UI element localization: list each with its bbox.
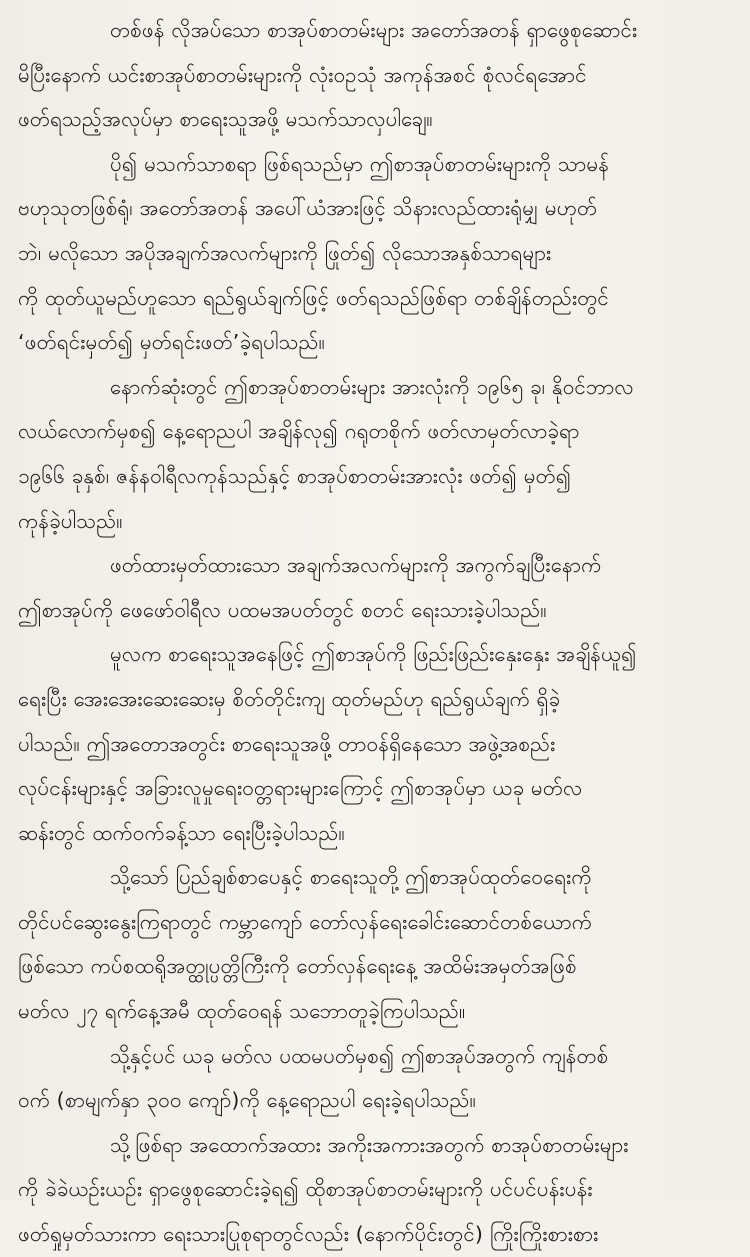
- text-line: ဆန်းတွင် ထက်ဝက်ခန့်သာ ရေးပြီးခဲ့ပါသည်။: [18, 820, 345, 845]
- text-line: ဖတ်ထားမှတ်ထားသော အချက်အလက်များကို အကွက်ချပြီးနောက်: [110, 553, 602, 578]
- paragraph: [18, 632, 734, 855]
- paragraph: [18, 543, 734, 632]
- paragraph: [18, 1123, 734, 1257]
- paragraph: [18, 855, 734, 1033]
- text-line: ကို ခဲခဲယဉ်းယဉ်း ရှာဖွေစုဆောင်းခဲ့ရ၍ ထိုစာအုပ်စာတမ်းများကို ပင်ပင်ပန်းပန်း: [18, 1177, 593, 1202]
- text-line: ၁၉၆၆ ခုနှစ်၊ ဇန်နဝါရီလကုန်သည်နှင့် စာအုပ်စာတမ်းအားလုံး ဖတ်၍ မှတ်၍: [18, 463, 572, 488]
- text-line: တိုင်ပင်ဆွေးနွေးကြရာတွင် ကမ္ဘာကျော် တော်လှန်ရေးခေါင်းဆောင်တစ်ယောက်: [18, 909, 592, 934]
- text-line: ပါသည်။ ဤအတောအတွင်း စာရေးသူအဖို့ တာဝန်ရှိနေသော အဖွဲ့အစည်း: [18, 731, 556, 756]
- text-line: မတ်လ ၂၇ ရက်နေ့အမီ ထုတ်ဝေရန် သဘောတူခဲ့ကြပါသည်။: [18, 999, 466, 1024]
- text-line: ဝက် (စာမျက်နှာ ၃၀၀ ကျော်)ကို နေ့ရောညပါ ရေးခဲ့ရပါသည်။: [18, 1088, 477, 1113]
- text-line: နောက်ဆုံးတွင် ဤစာအုပ်စာတမ်းများ အားလုံးကို ၁၉၆၅ ခု၊ နိုဝင်ဘာလ: [110, 374, 634, 399]
- text-line: လုပ်ငန်းများနှင့် အခြားလူမှုရေးဝတ္တရားများကြောင့် ဤစာအုပ်မှာ ယခု မတ်လ: [18, 776, 583, 801]
- text-line: ကို ထုတ်ယူမည်ဟူသော ရည်ရွယ်ချက်ဖြင့် ဖတ်ရသည်ဖြစ်ရာ တစ်ချိန်တည်းတွင်: [18, 285, 609, 310]
- paragraph: [18, 1034, 734, 1123]
- text-line: လယ်လောက်မှစ၍ နေ့ရောညပါ အချိန်လု၍ ဂရုတစိုက် ဖတ်လာမှတ်လာခဲ့ရာ: [18, 419, 580, 444]
- text-line: ပို၍ မသက်သာစရာ ဖြစ်ရသည်မှာ ဤစာအုပ်စာတမ်းများကို သာမန်: [110, 151, 610, 176]
- paragraph: [18, 8, 734, 142]
- text-line: သို့သော် ပြည်ချစ်စာပေနှင့် စာရေးသူတို့ ဤစာအုပ်ထုတ်ဝေရေးကို: [110, 865, 592, 890]
- paragraph: [18, 142, 734, 365]
- text-line: ဘဲ၊ မလိုသော အပိုအချက်အလက်များကို ဖြုတ်၍ လိုသောအနှစ်သာရများ: [18, 240, 552, 265]
- text-line: မူလက စာရေးသူအနေဖြင့် ဤစာအုပ်ကို ဖြည်းဖြည်းနှေးနှေး အချိန်ယူ၍: [110, 642, 637, 667]
- text-line: ဖြစ်သော ကပ်စထရိုအတ္ထုပ္ပတ္တိကြီးကို တော်လှန်ရေးနေ့ အထိမ်းအမှတ်အဖြစ်: [18, 954, 577, 979]
- text-line: မိပြီးနောက် ယင်းစာအုပ်စာတမ်းများကို လုံးဝဥသုံ အကုန်အစင် စုံလင်ရအောင်: [18, 62, 587, 87]
- text-line: ဖတ်ရှုမှတ်သားကာ ရေးသားပြုစုရာတွင်လည်း (နောက်ပိုင်းတွင်) ကြိုးကြိုးစားစား: [18, 1222, 599, 1247]
- text-line: ရေးပြီး အေးအေးဆေးဆေးမှ စိတ်တိုင်းကျ ထုတ်မည်ဟု ရည်ရွယ်ချက် ရှိခဲ့: [18, 686, 561, 711]
- text-line: ကုန်ခဲ့ပါသည်။: [18, 508, 123, 533]
- text-line: ဖတ်ရသည့်အလုပ်မှာ စာရေးသူအဖို့ မသက်သာလှပါချေ။: [18, 107, 433, 132]
- paragraph: [18, 365, 734, 543]
- text-line: ဤစာအုပ်ကို ဖေဖော်ဝါရီလ ပထမအပတ်တွင် စတင် ရေးသားခဲ့ပါသည်။: [18, 597, 547, 622]
- document-body: [18, 8, 734, 1257]
- text-line: သို့ဖြစ်ရာ အထောက်အထား အကိုးအကားအတွက် စာအုပ်စာတမ်းများ: [110, 1132, 629, 1157]
- text-line: ဗဟုသုတဖြစ်ရုံ၊ အတော်အတန် အပေါ်ယံအားဖြင့် သိနားလည်ထားရုံမျှ မဟုတ်: [18, 196, 598, 221]
- text-line: ‘ဖတ်ရင်းမှတ်၍ မှတ်ရင်းဖတ်’ခဲ့ရပါသည်။: [18, 330, 326, 355]
- text-line: သို့နှင့်ပင် ယခု မတ်လ ပထမပတ်မှစ၍ ဤစာအုပ်အတွက် ကျန်တစ်: [110, 1043, 609, 1068]
- text-line: တစ်ဖန် လိုအပ်သော စာအုပ်စာတမ်းများ အတော်အတန် ရှာဖွေစုဆောင်း: [110, 18, 638, 42]
